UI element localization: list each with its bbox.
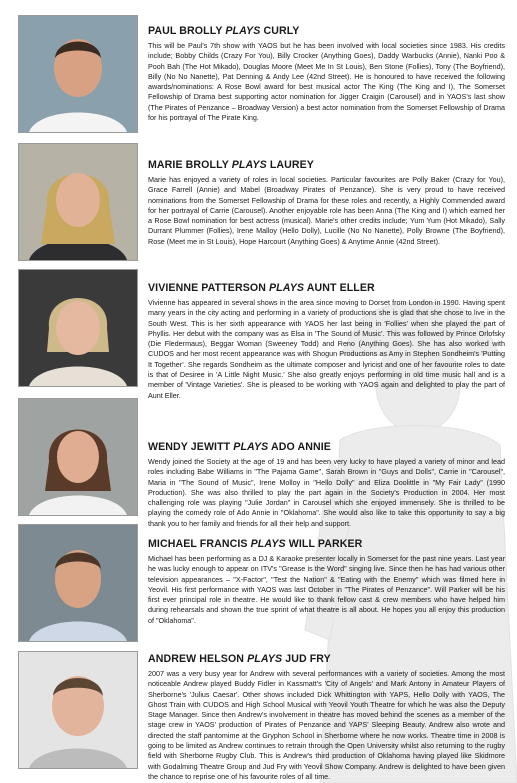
entry-heading: WENDY JEWITT PLAYS ADO ANNIE <box>148 441 331 453</box>
person-photo-icon <box>19 652 137 768</box>
entry-heading: MARIE BROLLY PLAYS LAUREY <box>148 159 314 171</box>
entry-bio: Vivienne has appeared in several shows in the area since moving to Dorset from London in 1990. Having spent many years in the city acting and performing in a variety of productions she is glad that she chose to live in the South West. This is her sixth appearance with YAOS her last being in 'Follies' when she played the part of Phyllis. Her debut with the company was as Elsa in 'The Sound of Music'. This was followed by Prince Orlofsky (Die Fledermaus), Beggar Woman (Sweeney Todd) and Reno (Anything Goes). She has also worked with CUDOS and her most recent appearance was with Shogun Productions as Amy in Stephen Sondheim's 'Putting It Together'. She regards Sondheim as the ultimate composer and lyricist and one of her favourite roles to date is that of Desiree in 'A Little Night Music.' She also greatly enjoys performing in old time music hall and is a member of 'Vintage Varieties'. She is pleased to be working with YAOS again and delighted to play the part of Aunt Eller. <box>148 298 505 400</box>
headshot-photo <box>18 398 138 516</box>
headshot-photo <box>18 269 138 387</box>
entry-heading: MICHAEL FRANCIS PLAYS WILL PARKER <box>148 538 363 550</box>
person-photo-icon <box>19 525 137 641</box>
entry-heading: PAUL BROLLY PLAYS CURLY <box>148 25 300 37</box>
person-photo-icon <box>19 270 137 386</box>
entry-bio: This will be Paul's 7th show with YAOS but he has been involved with local societies since 1983. His credits include; Bobby Childs (Crazy For You), Billy Crocker (Anything Goes), Daddy Warbucks (Annie), Nanki Poo & Pooh Bah (The Hot Mikado), Douglas Moore (Meet Me In St Louis), Ben Stone (Follies), Tony (The Boyfriend), Billy (No No Nanette), Pat Denning & Andy Lee (42nd Street). He is honoured to have received the following awards/nominations: A Rose Bowl award for best musical actor The King (The King and I), The Somerset Fellowship of Drama best supporting actor nomination for Jigger Craigin (Carousel) and in YAOS's last show (The Pirates of Penzance – Broadway Version) a best actor nomination from the Somerset Fellowship of Drama for his portrayal of The Pirate King. <box>148 41 505 123</box>
headshot-photo <box>18 651 138 769</box>
headshot-photo <box>18 524 138 642</box>
person-photo-icon <box>19 399 137 515</box>
entry-bio: Michael has been performing as a DJ & Karaoke presenter locally in Somerset for the past nine years. Last year he was lucky enough to appear on ITV's "Grease is the Word" singing live. Since then he has had various other television appearances – "X-Factor", "Test the Nation" & "Eating with the Enemy" which was filmed here in Yeovil. His first performance with YAOS was last October in "The Pirates of Penzance". Will Parker will be his first ever principal role in theatre. He would like to thank fellow cast & crew members who have helped him during rehearsals and shown the true sprint of what theatre is all about. He hopes you all enjoy this production of "Oklahoma". <box>148 554 505 625</box>
person-photo-icon <box>19 144 137 260</box>
entry-bio: Wendy joined the Society at the age of 19 and has been very lucky to have played a variety of minor and lead roles including Babe Williams in "The Pajama Game", Sarah Brown in "Guys and Dolls", Carrie in "Carousel", Maria in "The Sound of Music", Irene Molloy in "Hello Dolly" and Eliza Doolittle in "My Fair Lady" (1990 Production). She was also thrilled to play the part again in the Society's Production in 2004. Her most challenging role was playing "Julie Jordan" in Carousel which she enjoyed immensely. She is thrilled to be playing the comedy role of Ado Annie in "Oklahoma". She would also like to take this opportunity to say a big thank you to her family and friends for all their help and support. <box>148 457 505 528</box>
entry-heading: VIVIENNE PATTERSON PLAYS AUNT ELLER <box>148 282 375 294</box>
entry-bio: Marie has enjoyed a variety of roles in local societies. Particular favourites are Polly Baker (Crazy for You), Grace Farrell (Annie) and Mabel (Broadway Pirates of Penzance). She is very proud to have received nominations from the Somerset Fellowship of Drama for these roles and recently, a Highly Commended award for her portrayal of Carrie (Carousel). Another enjoyable role has been Anna (The King and I) which earned her a Rose Bowl nomination for best actress (musical). Marie's other credits include; Yum Yum (Hot Mikado), Sally Durrant Plummer (Follies), Irene Malloy (Hello Dolly), Lucille (No No Nanette), Polly Browne (The Boyfriend), Rose (Meet me in St Louis), Hope Harcourt (Anything Goes) & Anytime Annie (42nd Street). <box>148 175 505 246</box>
entry-bio: 2007 was a very busy year for Andrew with several performances with a variety of societies. Among the most noticeable Andrew played Buddy Fidler in Kassmatt's 'City of Angels' and Mark Antony in Amateur Players of Sherborne's 'Julius Caesar'. Other shows included Dick Whittington with YAPS, Hello Dolly with YAOS, The Ghost Train with CUDOS and High School Musical with Yeovil Youth Theatre for which he was also the Deputy Stage Manager. Since then Andrew's involvement in theatre has moved behind the scenes as a member of the stage crew in YAOS' production of Pirates of Penzance and YAPS' Sleeping Beauty. Andrew also wrote and directed the staff pantomime at the Gryphon School in Sherborne where he now works. Theatre time in 2008 is going to be limited as Andrew continues to retrain through the Open University whilst also returning to the rugby field with Sherborne Rugby Club. This is Andrew's third production of Oklahoma having played like Skidmore with Godalming Theatre Group and Jud Fry with Yeovil Show Company. Andrew is delighted to have been given the chance to reprise one of his favourite roles of all time. <box>148 669 505 781</box>
entry-heading: ANDREW HELSON PLAYS JUD FRY <box>148 653 331 665</box>
headshot-photo <box>18 143 138 261</box>
headshot-photo <box>18 15 138 133</box>
person-photo-icon <box>19 16 137 132</box>
